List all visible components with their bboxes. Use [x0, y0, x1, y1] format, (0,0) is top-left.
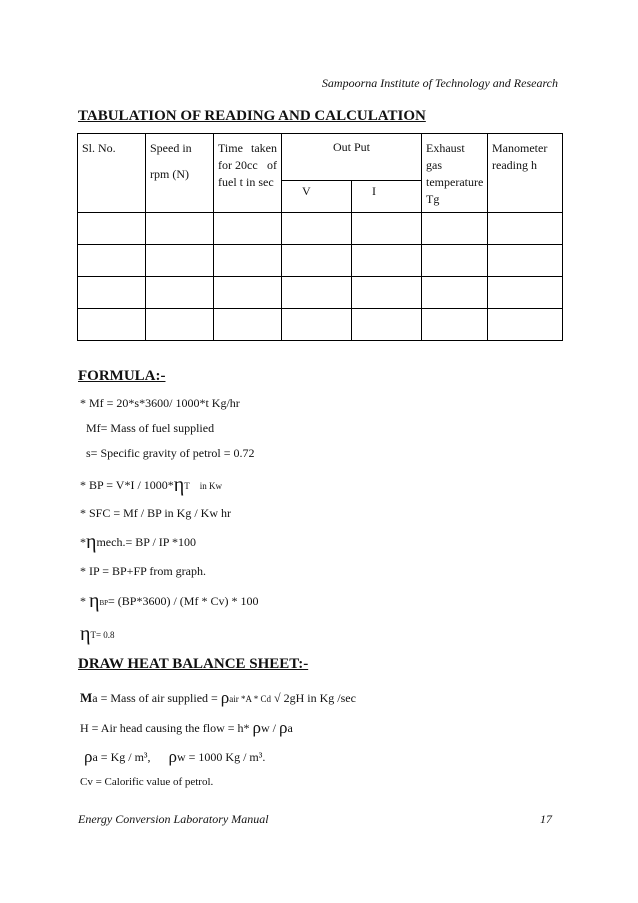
institution-header: Sampoorna Institute of Technology and Research — [321, 76, 558, 90]
speed-label-1: Speed in — [150, 141, 192, 155]
speed-label-2: rpm (N) — [150, 167, 189, 181]
table-row — [78, 309, 563, 341]
eta-symbol: η — [89, 590, 100, 612]
formula-mass-air — [80, 688, 356, 708]
h-text: H = Air head causing the flow = h* — [80, 721, 253, 735]
col-header-manometer — [488, 134, 563, 213]
footer-page-number: 17 — [540, 812, 552, 826]
h-a: a — [287, 721, 293, 735]
ma-m: M — [80, 690, 93, 705]
formula-densities — [84, 747, 265, 767]
col-header-v — [282, 181, 352, 213]
formula-title: FORMULA:- — [78, 368, 166, 384]
manometer-label-2: reading h — [492, 158, 537, 172]
formula-sfc: * SFC = Mf / BP in Kg / Kw hr — [80, 506, 232, 520]
col-header-exhaust — [422, 134, 488, 213]
mech-expression: mech.= BP / IP *100 — [96, 535, 197, 549]
ma-sub: air *A * Cd — [229, 694, 272, 704]
bte-expression: = (BP*3600) / (Mf * Cv) * 100 — [108, 594, 259, 608]
col-header-i — [352, 181, 422, 213]
formula-air-head — [80, 718, 293, 738]
rho-a-value: a = Kg / m³, — [92, 750, 151, 764]
col-header-time — [214, 134, 282, 213]
heat-balance-title: DRAW HEAT BALANCE SHEET:- — [78, 656, 309, 672]
manometer-label-1: Manometer — [492, 141, 548, 155]
col-header-speed — [146, 134, 214, 213]
rho-symbol: ρ — [278, 718, 288, 737]
ma-tail: 2gH in Kg /sec — [280, 691, 356, 705]
bp-eta-sub: T — [184, 481, 190, 491]
output-label: Out Put — [333, 140, 371, 154]
mech-star: * — [80, 535, 86, 549]
formula-specific-gravity: s= Specific gravity of petrol = 0.72 — [86, 446, 255, 460]
time-label-3: fuel t in sec — [218, 175, 274, 189]
sqrt-symbol: √ — [274, 691, 281, 705]
table-row — [78, 213, 563, 245]
exhaust-label-3: Tg — [426, 192, 440, 206]
sl-no-label: Sl. No. — [82, 141, 116, 155]
tabulation-title: TABULATION OF READING AND CALCULATION — [78, 108, 426, 124]
table-row — [78, 277, 563, 309]
formula-cv: Cv = Calorific value of petrol. — [80, 776, 214, 788]
formula-mf-definition: Mf= Mass of fuel supplied — [86, 421, 215, 435]
time-label-1b: taken — [251, 141, 277, 155]
i-label: I — [372, 184, 376, 199]
formula-bte — [80, 590, 259, 612]
time-label-1a: Time — [218, 141, 243, 155]
h-tail: w / — [260, 721, 279, 735]
exhaust-label-1: Exhaust gas — [426, 141, 465, 172]
table-row — [78, 245, 563, 277]
readings-table — [77, 133, 563, 341]
v-label: V — [302, 184, 311, 199]
ma-text: a = Mass of air supplied = — [92, 691, 221, 705]
col-header-output — [282, 134, 422, 181]
bte-sub: BP — [99, 599, 109, 607]
exhaust-label-2: temperature — [426, 175, 484, 189]
eta-symbol: η — [173, 474, 185, 496]
col-header-sl-no — [78, 134, 146, 213]
rho-symbol: ρ — [168, 747, 177, 766]
rho-symbol: ρ — [84, 747, 93, 766]
eta-t-sub: T — [90, 630, 96, 640]
footer-manual-title: Energy Conversion Laboratory Manual — [78, 812, 269, 826]
rho-symbol: ρ — [252, 718, 261, 737]
bte-star: * — [80, 594, 89, 608]
bp-unit: in Kw — [199, 481, 222, 491]
formula-bp — [80, 474, 222, 496]
formula-ip: * IP = BP+FP from graph. — [80, 564, 206, 578]
formula-mech-efficiency — [80, 531, 197, 553]
eta-symbol: η — [80, 623, 91, 645]
rho-symbol: ρ — [220, 688, 230, 707]
eta-t-value: = 0.8 — [95, 630, 115, 640]
formula-eta-t — [80, 623, 115, 645]
formula-mf: * Mf = 20*s*3600/ 1000*t Kg/hr — [80, 396, 240, 410]
time-label-2b: of — [267, 158, 277, 172]
bp-expression: * BP = V*I / 1000* — [80, 478, 174, 492]
eta-symbol: η — [86, 531, 97, 553]
time-label-2a: for 20cc — [218, 158, 258, 172]
rho-w-value: w = 1000 Kg / m³. — [177, 750, 266, 764]
